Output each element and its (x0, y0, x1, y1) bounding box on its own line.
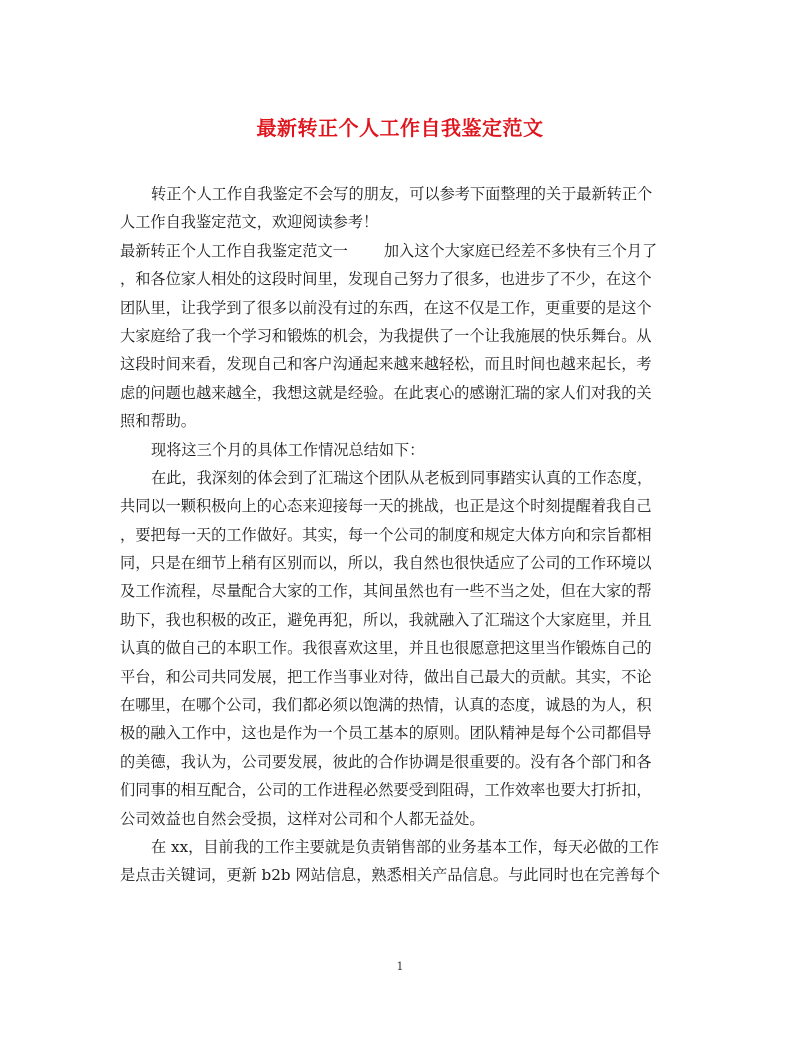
paragraph3-line-4: 同，只是在细节上稍有区别而以，所以，我自然也很快适应了公司的工作环境以 (120, 554, 652, 573)
paragraph3-line-9: 在哪里，在哪个公司，我们都必须以饱满的热情，认真的态度，诚恳的为人，积 (120, 696, 652, 715)
paragraph1-line-4: 这段时间来看，发现自己和客户沟通起来越来越轻松，而且时间也越来起长，考 (120, 355, 652, 374)
section-heading-line (120, 237, 676, 265)
paragraph4-line-2: 是点击关键词，更新 b2b 网站信息，熟悉相关产品信息。与此同时也在完善每个 (120, 866, 660, 885)
paragraph3-line-5: 及工作流程，尽量配合大家的工作，其间虽然也有一些不当之处，但在大家的帮 (120, 582, 652, 601)
intro-line-1: 转正个人工作自我鉴定不会写的朋友，可以参考下面整理的关于最新转正个 (151, 185, 653, 203)
paragraph1-line-3: 大家庭给了我一个学习和锻炼的机会，为我提供了一个让我施展的快乐舞台。从 (120, 326, 652, 345)
paragraph1-line-2: 团队里，让我学到了很多以前没有过的东西，在这不仅是工作，更重要的是这个 (120, 298, 652, 317)
paragraph3-line-2: 共同以一颗积极向上的心态来迎接每一天的挑战，也正是这个时刻提醒着我自己 (120, 497, 652, 516)
paragraph1-line-6: 照和帮助。 (120, 412, 196, 431)
intro-line-2: 人工作自我鉴定范文，欢迎阅读参考！ (120, 213, 379, 232)
document-body (120, 180, 676, 890)
paragraph3-line-12: 们同事的相互配合，公司的工作进程必然要受到阻碍，工作效率也要大打折扣， (120, 781, 652, 800)
paragraph3-line-10: 极的融入工作中，这也是作为一个员工基本的原则。团队精神是每个公司都倡导 (120, 724, 652, 743)
paragraph3-line-11: 的美德，我认为，公司要发展，彼此的合作协调是很重要的。没有各个部门和各 (120, 752, 652, 771)
paragraph3-line-13: 公司效益也自然会受损，这样对公司和个人都无益处。 (120, 809, 485, 828)
paragraph4-line-1: 在 xx，目前我的工作主要就是负责销售部的业务基本工作，每天必做的工作 (151, 837, 659, 856)
paragraph3-line-7: 认真的做自己的本职工作。我很喜欢这里，并且也很愿意把这里当作锻炼自己的 (120, 639, 652, 658)
paragraph3-line-6: 助下，我也积极的改正，避免再犯，所以，我就融入了汇瑞这个大家庭里，并且 (120, 610, 652, 629)
paragraph3-line-1: 在此，我深刻的体会到了汇瑞这个团队从老板到同事踏实认真的工作态度， (151, 468, 653, 487)
paragraph1-line-5: 虑的问题也越来越全，我想这就是经验。在此衷心的感谢汇瑞的家人们对我的关 (120, 383, 652, 402)
section-heading-continuation: 加入这个大家庭已经差不多快有三个月了 (383, 241, 658, 260)
paragraph3-line-8: 平台，和公司共同发展，把工作当事业对待，做出自己最大的贡献。其实，不论 (120, 667, 652, 686)
document-title: 最新转正个人工作自我鉴定范文 (256, 116, 544, 140)
section-heading: 最新转正个人工作自我鉴定范文一 (120, 241, 348, 260)
paragraph1-line-1: ，和各位家人相处的这段时间里，发现自己努力了很多，也进步了不少，在这个 (120, 270, 652, 289)
paragraph3-line-3: ，要把每一天的工作做好。其实，每一个公司的制度和规定大体方向和宗旨都相 (120, 525, 652, 544)
paragraph2-line: 现将这三个月的具体工作情况总结如下： (151, 440, 425, 459)
page-number: 1 (396, 960, 404, 973)
